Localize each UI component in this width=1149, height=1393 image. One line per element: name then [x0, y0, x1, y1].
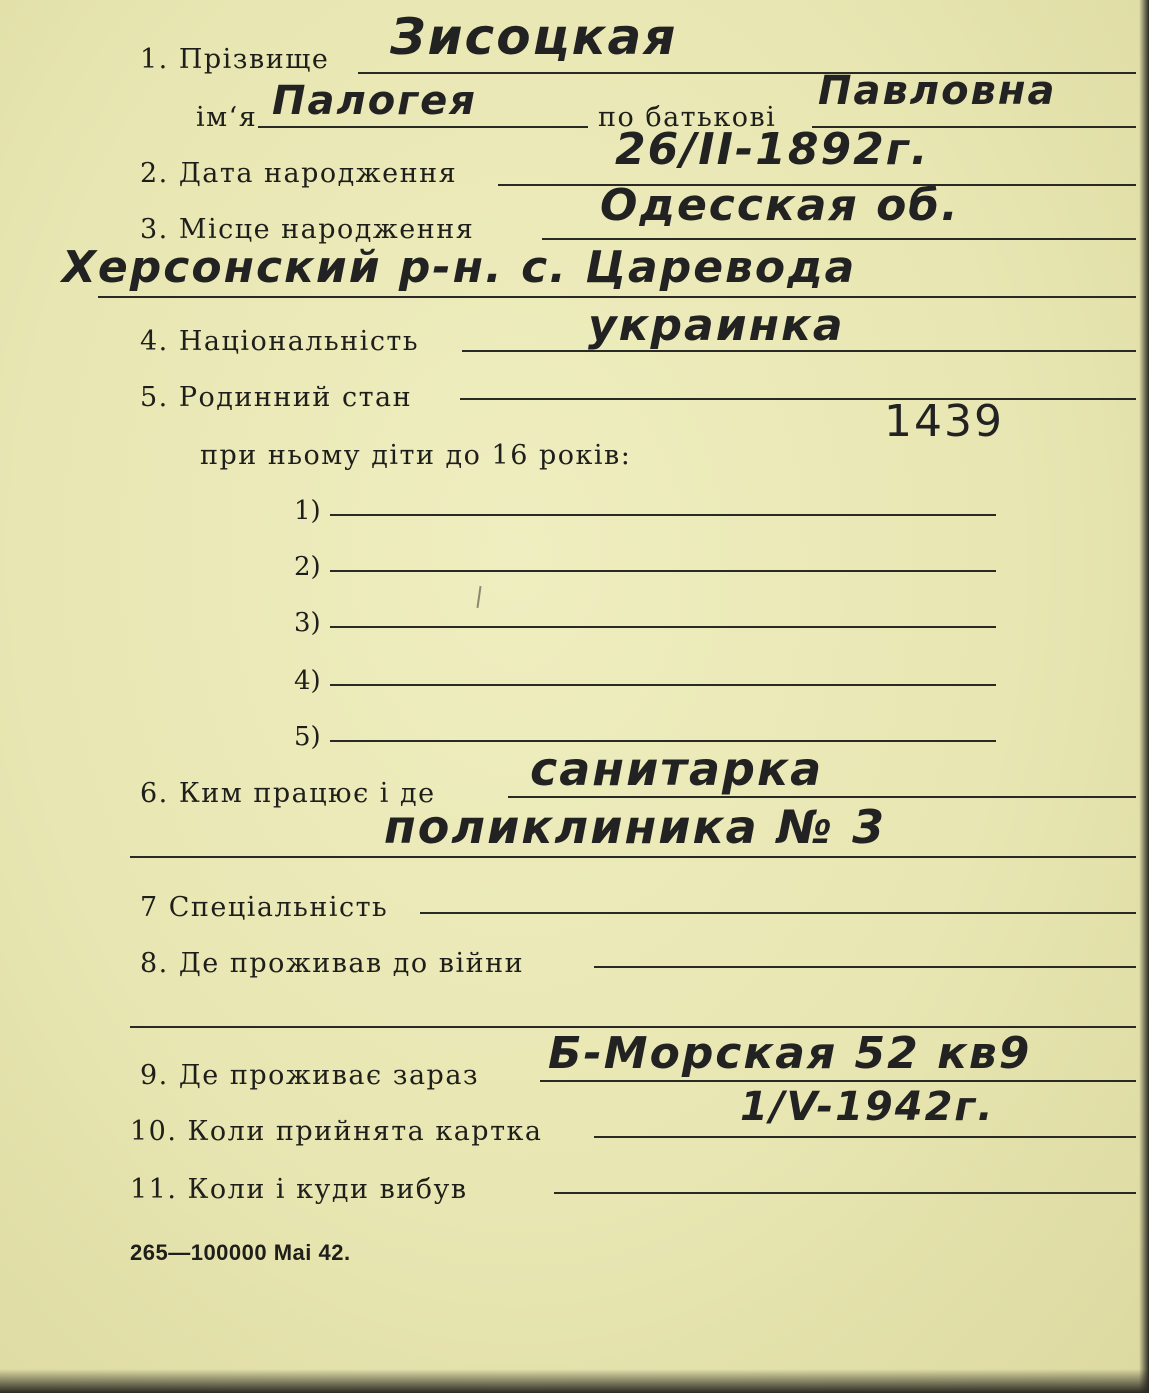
- nationality-value: украинка: [588, 300, 845, 351]
- birth-place-line: [542, 238, 1136, 240]
- child-number-2: 2): [294, 552, 321, 582]
- child-line-1: [330, 514, 996, 516]
- family-status-line: [460, 398, 1136, 400]
- current-residence-line: [540, 1080, 1136, 1082]
- patronymic-value: Павловна: [818, 68, 1057, 114]
- child-number-5: 5): [294, 722, 321, 752]
- card-date-line: [594, 1136, 1136, 1138]
- birth-date-label: 2. Дата народження: [140, 158, 458, 189]
- surname-label: 1. Прізвище: [140, 44, 330, 75]
- specialty-line: [420, 912, 1136, 914]
- first-name-value: Палогея: [272, 78, 477, 124]
- work-line: [508, 796, 1136, 798]
- work-line-2: [130, 856, 1136, 858]
- departure-line: [554, 1192, 1136, 1194]
- child-number-3: 3): [294, 608, 321, 638]
- child-line-4: [330, 684, 996, 686]
- prewar-residence-line: [594, 966, 1136, 968]
- current-residence-value: Б-Морская 52 кв9: [548, 1028, 1032, 1079]
- birth-date-value: 26/II-1892г.: [615, 124, 930, 175]
- birth-place-line-2: [98, 296, 1136, 298]
- children-label: при ньому діти до 16 років:: [200, 440, 632, 471]
- card-edge-shadow: [1139, 0, 1149, 1393]
- child-number-1: 1): [294, 496, 321, 526]
- birth-place-label: 3. Місце народження: [140, 214, 475, 245]
- stamp-number: 1439: [884, 396, 1004, 447]
- nationality-label: 4. Національність: [140, 326, 420, 357]
- family-status-label: 5. Родинний стан: [140, 382, 413, 413]
- prewar-residence-label: 8. Де проживав до війни: [140, 948, 525, 979]
- current-residence-label: 9. Де проживає зараз: [140, 1060, 480, 1091]
- surname-value: Зисоцкая: [390, 8, 678, 66]
- patronymic-label: по батькові: [598, 102, 777, 133]
- work-label: 6. Ким працює і де: [140, 778, 436, 809]
- work-value-line2: поликлиника № 3: [384, 800, 887, 854]
- card-bottom-shadow: [0, 1369, 1149, 1393]
- first-name-line: [258, 126, 588, 128]
- card-date-value: 1/V-1942г.: [740, 1084, 995, 1130]
- card-date-label: 10. Коли прийнята картка: [130, 1116, 543, 1147]
- first-name-label: ім‘я: [196, 102, 258, 133]
- work-value-line1: санитарка: [530, 742, 824, 796]
- birth-place-value-line1: Одесская об.: [600, 180, 960, 231]
- paper-mark: [476, 586, 481, 608]
- departure-label: 11. Коли і куди вибув: [130, 1174, 468, 1205]
- print-run-note: 265—100000 Mai 42.: [130, 1240, 351, 1265]
- child-line-3: [330, 626, 996, 628]
- specialty-label: 7 Спеціальність: [140, 892, 389, 923]
- birth-place-value-line2: Херсонский р-н. с. Царевода: [62, 242, 857, 293]
- child-number-4: 4): [294, 666, 321, 696]
- child-line-2: [330, 570, 996, 572]
